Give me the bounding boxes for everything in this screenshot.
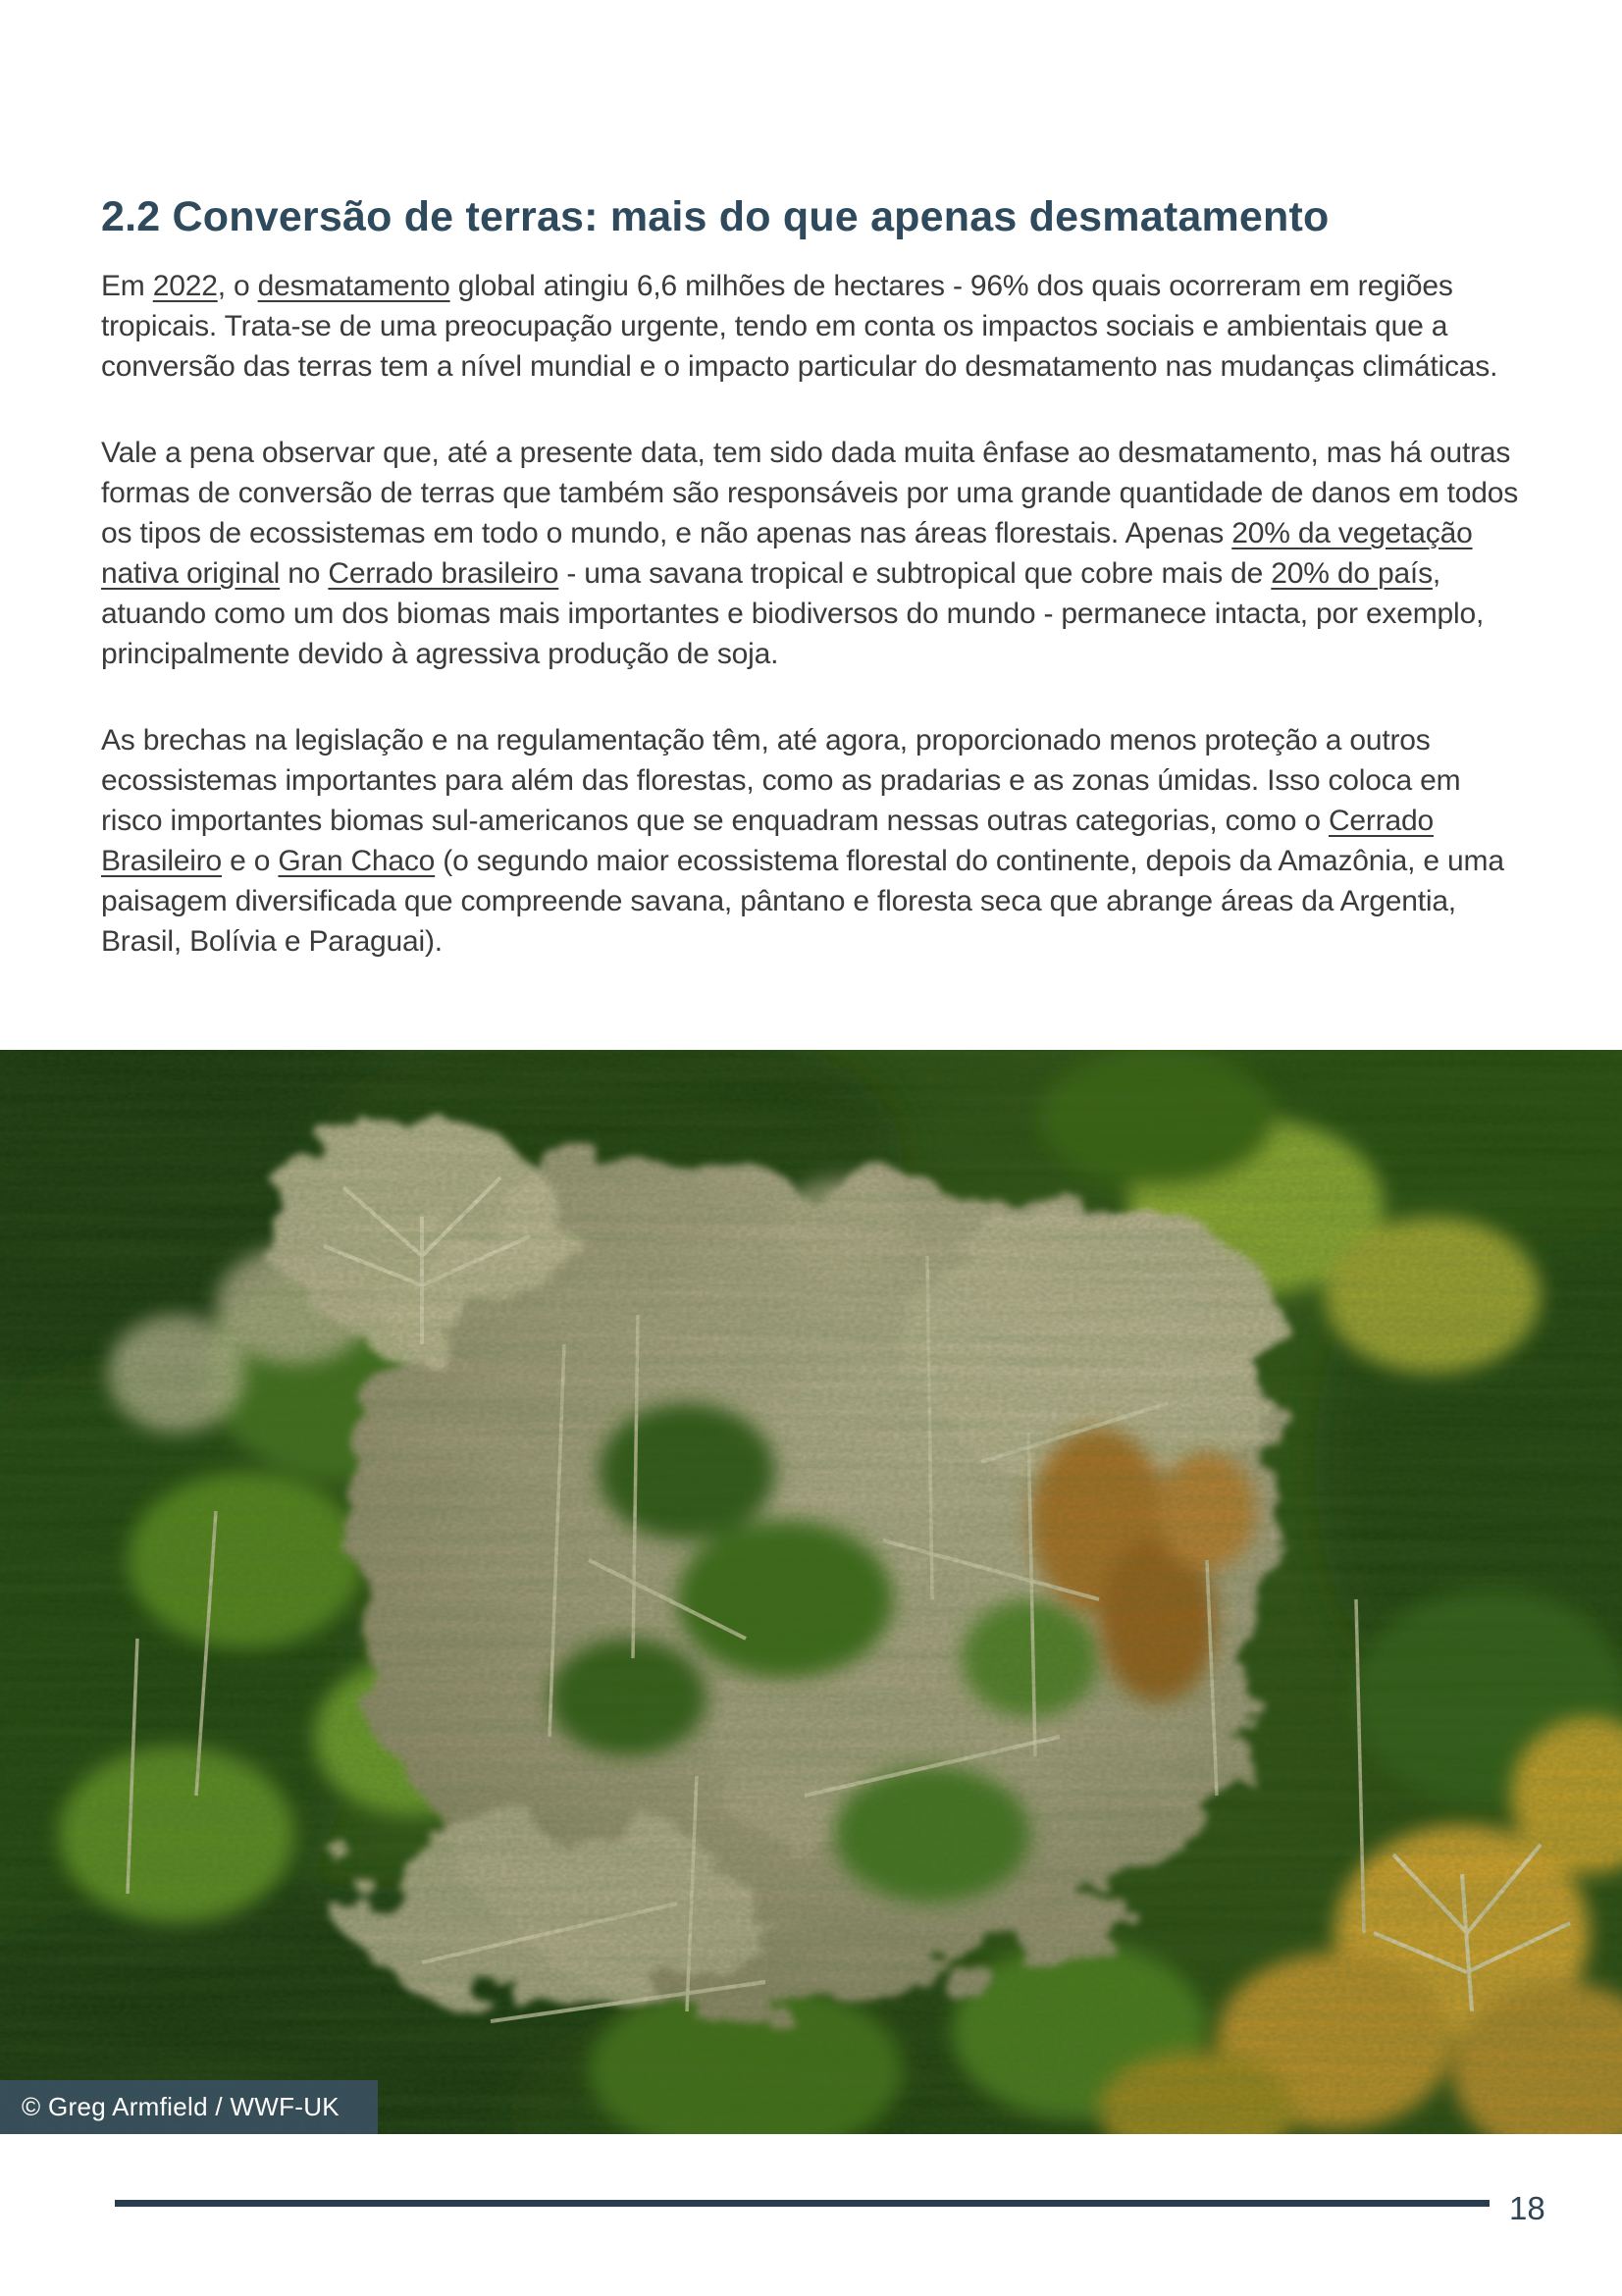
text-run: e o [222,845,279,877]
text-run: Vale a pena observar que, até a presente data, tem sido dada muita ênfase ao desmatamento, mas há outras formas de conversão de terras que também são responsáveis por uma grande quantidade de danos em todos os tipos de ecossistemas em todo o mundo, e não apenas nas áreas florestais. Apenas [101,437,1519,549]
text-link[interactable]: desmatamento [257,270,450,302]
text-link[interactable]: Cerrado brasileiro [328,557,559,590]
text-run: no [280,557,329,590]
photo-credit-bar [0,2080,378,2134]
text-link[interactable]: Cerrado Brasileiro [101,805,1434,877]
body-text [101,266,1526,1008]
text-run: - uma savana tropical e subtropical que cobre mais de [558,557,1272,590]
text-link[interactable]: 2022 [152,270,218,302]
body-paragraph [101,266,1526,387]
photo-credit: © Greg Armfield / WWF-UK [22,2092,340,2121]
body-paragraph [101,433,1526,674]
text-run: global atingiu 6,6 milhões de hectares - 96% dos quais ocorreram em regiões tropicais. Trata-se de uma preocupação urgente, tendo em conta os impactos sociais e ambientais que a conversão das terras tem a nível mundial e o impacto particular do desmatamento nas mudanças climáticas. [101,270,1498,383]
text-run: As brechas na legislação e na regulamentação têm, até agora, proporcionado menos proteção a outros ecossistemas importantes para além das florestas, como as pradarias e as zonas úmidas. Isso coloca em risco importantes biomas sul-americanos que se enquadram nessas outras categorias, como o [101,724,1461,837]
text-run: , atuando como um dos biomas mais importantes e biodiversos do mundo - permanece intacta, por exemplo, principalmente devido à agressiva produção de soja. [101,557,1485,670]
text-link[interactable]: 20% da vegetação nativa original [101,517,1473,590]
photo-illustration [0,1050,1622,2134]
deforestation-photo [0,1050,1622,2134]
text-run: Em [101,270,153,302]
text-link[interactable]: Gran Chaco [278,845,436,877]
text-run: , o [217,270,258,302]
text-run: (o segundo maior ecossistema florestal do continente, depois da Amazônia, e uma paisagem diversificada que compreende savana, pântano e floresta seca que abrange áreas da Argentia, Brasil, Bolívia e Paraguai). [101,845,1504,958]
section-heading: 2.2 Conversão de terras: mais do que apenas desmatamento [101,192,1330,240]
body-paragraph [101,720,1526,962]
page-number: 18 [1509,2190,1545,2226]
text-link[interactable]: 20% do país [1271,557,1433,590]
footer-rule [115,2200,1490,2207]
